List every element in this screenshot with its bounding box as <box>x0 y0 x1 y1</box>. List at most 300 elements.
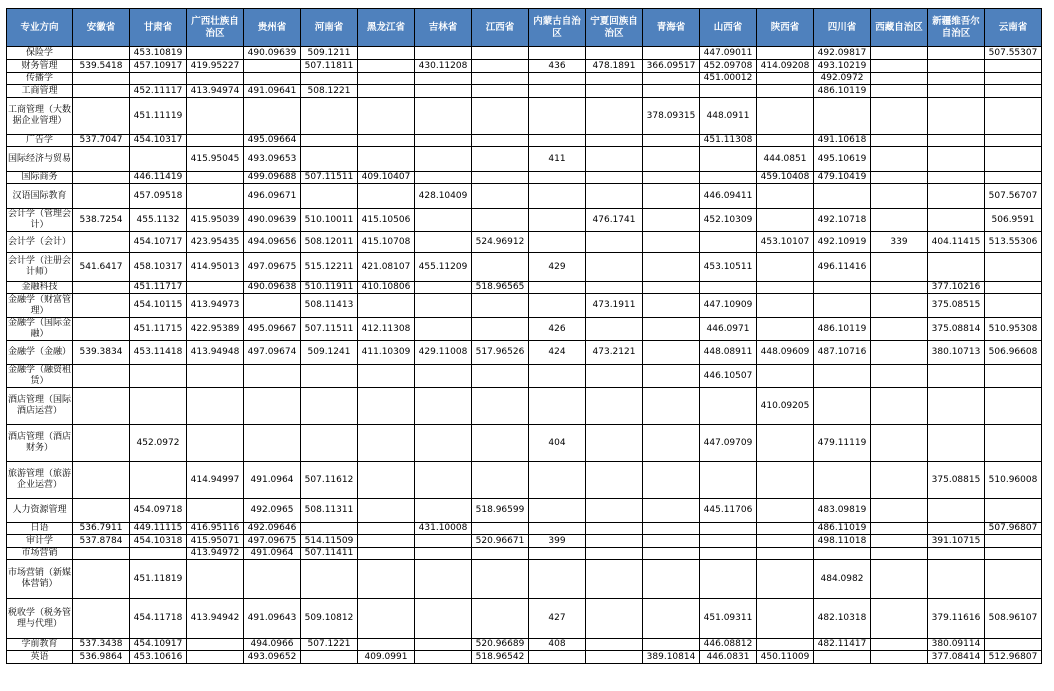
score-cell: 454.10115 <box>130 294 187 318</box>
major-name-cell: 审计学 <box>7 535 73 548</box>
score-cell <box>928 209 985 232</box>
score-cell <box>586 499 643 523</box>
score-cell <box>643 365 700 388</box>
score-cell <box>586 425 643 462</box>
column-header-province: 吉林省 <box>415 9 472 47</box>
score-cell <box>586 599 643 639</box>
score-cell: 377.10216 <box>928 282 985 294</box>
major-name-cell: 酒店管理（酒店财务） <box>7 425 73 462</box>
score-cell: 494.0966 <box>244 639 301 651</box>
score-cell <box>358 425 415 462</box>
score-cell: 391.10715 <box>928 535 985 548</box>
score-cell: 424 <box>529 341 586 365</box>
score-cell: 495.09664 <box>244 135 301 147</box>
score-cell <box>586 318 643 341</box>
score-cell <box>244 98 301 135</box>
score-cell <box>814 388 871 425</box>
score-cell <box>415 135 472 147</box>
score-cell <box>928 85 985 98</box>
score-cell <box>73 172 130 184</box>
score-cell <box>529 294 586 318</box>
score-cell <box>301 135 358 147</box>
score-cell <box>73 388 130 425</box>
score-cell <box>358 523 415 535</box>
major-name-cell: 英语 <box>7 651 73 664</box>
score-cell <box>301 560 358 599</box>
table-row <box>7 523 1042 535</box>
score-cell <box>757 318 814 341</box>
score-cell <box>586 282 643 294</box>
score-cell: 447.10909 <box>700 294 757 318</box>
major-name-cell: 会计学（管理会计） <box>8 209 72 230</box>
score-cell <box>985 548 1042 560</box>
score-cell <box>814 462 871 499</box>
score-cell <box>871 60 928 73</box>
major-name-cell: 工商管理 <box>7 85 73 98</box>
score-cell <box>472 462 529 499</box>
score-cell <box>985 639 1042 651</box>
score-cell: 518.96599 <box>472 499 529 523</box>
score-cell <box>985 365 1042 388</box>
score-cell <box>187 282 244 294</box>
score-cell <box>187 425 244 462</box>
score-cell: 493.09652 <box>244 651 301 664</box>
score-cell <box>358 184 415 209</box>
score-cell: 377.08414 <box>928 651 985 664</box>
score-cell <box>73 548 130 560</box>
score-cell <box>472 73 529 85</box>
score-cell <box>472 184 529 209</box>
major-name-cell: 广告学 <box>7 135 73 147</box>
score-cell: 541.6417 <box>73 253 130 282</box>
score-cell <box>187 560 244 599</box>
score-cell: 482.10318 <box>814 599 871 639</box>
score-cell: 494.09656 <box>244 232 301 253</box>
score-cell: 537.7047 <box>73 135 130 147</box>
score-cell <box>73 232 130 253</box>
table-row <box>7 535 1042 548</box>
score-cell <box>643 282 700 294</box>
score-cell <box>871 318 928 341</box>
score-cell: 415.10708 <box>358 232 415 253</box>
score-cell <box>985 147 1042 172</box>
score-cell <box>928 73 985 85</box>
score-cell <box>472 98 529 135</box>
score-cell <box>472 523 529 535</box>
score-cell: 451.11119 <box>130 98 187 135</box>
score-cell <box>643 388 700 425</box>
major-name-cell: 财务管理 <box>7 60 73 73</box>
score-cell: 339 <box>871 232 928 253</box>
score-cell <box>73 318 130 341</box>
score-cell <box>358 535 415 548</box>
score-cell <box>871 135 928 147</box>
score-cell <box>757 184 814 209</box>
score-cell: 453.10819 <box>130 47 187 60</box>
score-cell <box>985 388 1042 425</box>
score-cell <box>529 85 586 98</box>
score-cell: 510.10011 <box>301 209 358 232</box>
score-cell: 513.55306 <box>985 232 1042 253</box>
score-cell <box>472 85 529 98</box>
score-cell <box>244 60 301 73</box>
score-cell: 414.09208 <box>757 60 814 73</box>
score-cell <box>814 282 871 294</box>
column-header-province: 黑龙江省 <box>358 9 415 47</box>
table-row <box>7 147 1042 172</box>
score-cell <box>358 85 415 98</box>
score-cell: 454.10318 <box>130 535 187 548</box>
score-cell <box>187 98 244 135</box>
score-cell <box>358 599 415 639</box>
score-cell <box>529 232 586 253</box>
score-cell: 490.09639 <box>244 47 301 60</box>
score-cell <box>472 47 529 60</box>
score-cell: 459.10408 <box>757 172 814 184</box>
score-cell: 447.09011 <box>700 47 757 60</box>
score-cell <box>472 60 529 73</box>
score-cell <box>871 388 928 425</box>
score-cell <box>73 47 130 60</box>
score-cell <box>358 388 415 425</box>
score-cell <box>871 425 928 462</box>
table-row <box>7 282 1042 294</box>
score-cell <box>928 184 985 209</box>
major-name-cell: 保险学 <box>7 47 73 60</box>
score-cell: 507.56707 <box>985 184 1042 209</box>
score-cell <box>586 172 643 184</box>
score-cell: 486.10119 <box>814 85 871 98</box>
score-cell: 508.11413 <box>301 294 358 318</box>
score-cell <box>358 560 415 599</box>
column-header-province: 新疆维吾尔自治区 <box>928 9 985 47</box>
score-cell: 518.96542 <box>472 651 529 664</box>
score-cell <box>643 560 700 599</box>
major-name-cell: 国际经济与贸易 <box>7 147 73 172</box>
score-cell: 492.0965 <box>244 499 301 523</box>
score-cell <box>586 184 643 209</box>
score-cell <box>244 425 301 462</box>
score-cell <box>358 73 415 85</box>
score-cell: 404.11415 <box>928 232 985 253</box>
score-cell <box>643 639 700 651</box>
column-header-province: 内蒙古自治区 <box>529 9 586 47</box>
score-cell: 492.09646 <box>244 523 301 535</box>
score-cell: 473.2121 <box>586 341 643 365</box>
score-cell <box>757 209 814 232</box>
score-cell: 495.10619 <box>814 147 871 172</box>
table-body <box>7 47 1042 664</box>
score-cell <box>643 294 700 318</box>
score-cell <box>73 499 130 523</box>
score-cell: 452.11117 <box>130 85 187 98</box>
score-cell <box>985 294 1042 318</box>
score-cell: 509.1241 <box>301 341 358 365</box>
score-cell <box>643 172 700 184</box>
score-cell: 426 <box>529 318 586 341</box>
score-cell: 454.10317 <box>130 135 187 147</box>
score-cell <box>928 147 985 172</box>
score-cell <box>244 560 301 599</box>
score-cell <box>871 184 928 209</box>
score-cell <box>700 232 757 253</box>
score-cell <box>529 184 586 209</box>
score-cell <box>130 365 187 388</box>
score-cell <box>244 388 301 425</box>
score-cell <box>871 341 928 365</box>
column-header-province: 山西省 <box>700 9 757 47</box>
score-cell <box>871 147 928 172</box>
score-cell: 399 <box>529 535 586 548</box>
score-cell <box>757 282 814 294</box>
score-cell <box>415 365 472 388</box>
score-cell <box>757 98 814 135</box>
score-cell: 518.96565 <box>472 282 529 294</box>
score-cell <box>529 135 586 147</box>
score-cell: 375.08815 <box>928 462 985 499</box>
score-cell <box>586 147 643 172</box>
score-cell <box>985 253 1042 282</box>
column-header-province: 四川省 <box>814 9 871 47</box>
score-cell <box>757 425 814 462</box>
score-cell <box>928 47 985 60</box>
score-cell: 537.8784 <box>73 535 130 548</box>
score-cell: 429 <box>529 253 586 282</box>
score-cell <box>472 318 529 341</box>
score-cell <box>985 172 1042 184</box>
score-cell <box>985 60 1042 73</box>
score-cell <box>643 318 700 341</box>
score-cell <box>529 560 586 599</box>
score-cell <box>301 147 358 172</box>
score-cell <box>757 294 814 318</box>
major-name-cell: 税收学（税务管理与代理） <box>7 599 73 639</box>
major-name-cell: 国际商务 <box>7 172 73 184</box>
score-cell <box>529 388 586 425</box>
score-cell: 408 <box>529 639 586 651</box>
score-cell <box>928 523 985 535</box>
score-cell <box>130 388 187 425</box>
score-cell: 452.09708 <box>700 60 757 73</box>
score-cell <box>871 523 928 535</box>
major-name-cell: 会计学（注册会计师） <box>7 253 73 282</box>
score-cell <box>301 425 358 462</box>
score-cell: 486.11019 <box>814 523 871 535</box>
score-cell <box>358 98 415 135</box>
score-cell: 452.10309 <box>700 209 757 232</box>
score-cell: 446.0831 <box>700 651 757 664</box>
score-cell <box>529 282 586 294</box>
table-row <box>7 365 1042 388</box>
column-header-province: 江西省 <box>472 9 529 47</box>
score-cell: 446.0971 <box>700 318 757 341</box>
score-cell <box>472 599 529 639</box>
score-cell <box>301 184 358 209</box>
table-row <box>7 209 1042 232</box>
score-cell: 431.10008 <box>415 523 472 535</box>
score-cell <box>358 60 415 73</box>
score-cell: 448.0911 <box>700 98 757 135</box>
column-header-province: 青海省 <box>643 9 700 47</box>
score-cell <box>700 462 757 499</box>
score-cell: 520.96689 <box>472 639 529 651</box>
score-cell <box>757 499 814 523</box>
score-cell <box>187 365 244 388</box>
score-cell <box>472 365 529 388</box>
score-cell: 415.95039 <box>187 209 244 232</box>
score-cell: 409.10407 <box>358 172 415 184</box>
score-cell <box>415 599 472 639</box>
score-cell <box>757 560 814 599</box>
score-cell <box>643 425 700 462</box>
score-cell <box>529 462 586 499</box>
table-row <box>7 135 1042 147</box>
score-cell <box>700 172 757 184</box>
score-cell: 510.95308 <box>985 318 1042 341</box>
score-cell <box>358 147 415 172</box>
score-cell: 413.94942 <box>187 599 244 639</box>
score-cell <box>73 560 130 599</box>
admission-scores-sheet <box>6 8 1042 664</box>
table-row <box>7 651 1042 664</box>
score-cell: 476.1741 <box>586 209 643 232</box>
score-cell: 451.11819 <box>130 560 187 599</box>
score-cell <box>871 85 928 98</box>
score-cell: 478.1891 <box>586 60 643 73</box>
score-cell <box>871 560 928 599</box>
score-cell <box>757 548 814 560</box>
score-cell: 538.7254 <box>73 209 130 232</box>
score-cell: 507.11411 <box>301 548 358 560</box>
score-cell <box>871 462 928 499</box>
score-cell <box>814 98 871 135</box>
major-name-cell: 市场营销（新媒体营销） <box>7 560 73 599</box>
table-row <box>7 341 1042 365</box>
major-name-cell: 人力资源管理 <box>7 499 73 523</box>
major-name-cell: 金融学（融资租赁） <box>8 365 72 386</box>
score-cell <box>643 232 700 253</box>
score-cell <box>415 499 472 523</box>
score-cell: 496.11416 <box>814 253 871 282</box>
score-cell <box>529 548 586 560</box>
score-cell: 490.09639 <box>244 209 301 232</box>
score-cell <box>415 85 472 98</box>
score-cell <box>244 365 301 388</box>
score-cell <box>757 462 814 499</box>
score-cell: 520.96671 <box>472 535 529 548</box>
score-cell <box>529 73 586 85</box>
score-cell: 508.12011 <box>301 232 358 253</box>
score-cell: 446.10507 <box>700 365 757 388</box>
score-cell <box>187 47 244 60</box>
score-cell: 415.95071 <box>187 535 244 548</box>
score-cell: 507.11612 <box>301 462 358 499</box>
score-cell <box>472 294 529 318</box>
table-row <box>7 47 1042 60</box>
score-cell <box>871 282 928 294</box>
score-cell <box>643 341 700 365</box>
table-row <box>7 548 1042 560</box>
score-cell <box>643 462 700 499</box>
score-cell <box>700 282 757 294</box>
column-header-province: 贵州省 <box>244 9 301 47</box>
score-cell <box>814 548 871 560</box>
score-cell: 491.10618 <box>814 135 871 147</box>
score-cell: 479.11119 <box>814 425 871 462</box>
score-cell <box>130 548 187 560</box>
score-cell <box>928 548 985 560</box>
score-cell <box>187 172 244 184</box>
score-cell <box>757 535 814 548</box>
score-cell <box>472 135 529 147</box>
score-cell: 492.0972 <box>814 73 871 85</box>
score-cell <box>301 651 358 664</box>
score-cell <box>871 535 928 548</box>
score-cell <box>358 135 415 147</box>
score-cell: 510.96008 <box>985 462 1042 499</box>
score-cell: 506.96608 <box>985 341 1042 365</box>
score-cell <box>643 548 700 560</box>
score-cell <box>928 253 985 282</box>
table-row <box>7 462 1042 499</box>
major-name-cell: 旅游管理（旅游企业运营） <box>7 462 73 499</box>
score-cell: 517.96526 <box>472 341 529 365</box>
score-cell: 422.95389 <box>187 318 244 341</box>
score-cell <box>586 135 643 147</box>
score-cell <box>415 98 472 135</box>
score-cell <box>700 548 757 560</box>
score-cell: 415.10506 <box>358 209 415 232</box>
score-cell <box>871 365 928 388</box>
scores-table <box>6 8 1042 664</box>
score-cell <box>586 365 643 388</box>
score-cell: 413.94974 <box>187 85 244 98</box>
score-cell <box>472 209 529 232</box>
score-cell: 411.10309 <box>358 341 415 365</box>
score-cell: 454.09718 <box>130 499 187 523</box>
score-cell: 416.95116 <box>187 523 244 535</box>
score-cell <box>415 232 472 253</box>
score-cell <box>130 147 187 172</box>
score-cell: 414.94997 <box>187 462 244 499</box>
score-cell <box>73 73 130 85</box>
score-cell: 515.12211 <box>301 253 358 282</box>
score-cell <box>757 599 814 639</box>
score-cell <box>301 73 358 85</box>
score-cell: 428.10409 <box>415 184 472 209</box>
score-cell <box>415 147 472 172</box>
score-cell <box>928 135 985 147</box>
score-cell <box>643 499 700 523</box>
score-cell <box>586 73 643 85</box>
score-cell: 486.10119 <box>814 318 871 341</box>
score-cell <box>928 172 985 184</box>
score-cell <box>301 523 358 535</box>
score-cell <box>757 253 814 282</box>
score-cell <box>415 548 472 560</box>
score-cell <box>73 85 130 98</box>
score-cell <box>415 47 472 60</box>
score-cell <box>586 535 643 548</box>
score-cell: 507.55307 <box>985 47 1042 60</box>
score-cell <box>415 294 472 318</box>
score-cell: 482.11417 <box>814 639 871 651</box>
major-name-cell: 金融科技 <box>7 282 73 294</box>
score-cell: 537.3438 <box>73 639 130 651</box>
score-cell <box>529 209 586 232</box>
score-cell: 539.3834 <box>73 341 130 365</box>
score-cell: 455.11209 <box>415 253 472 282</box>
